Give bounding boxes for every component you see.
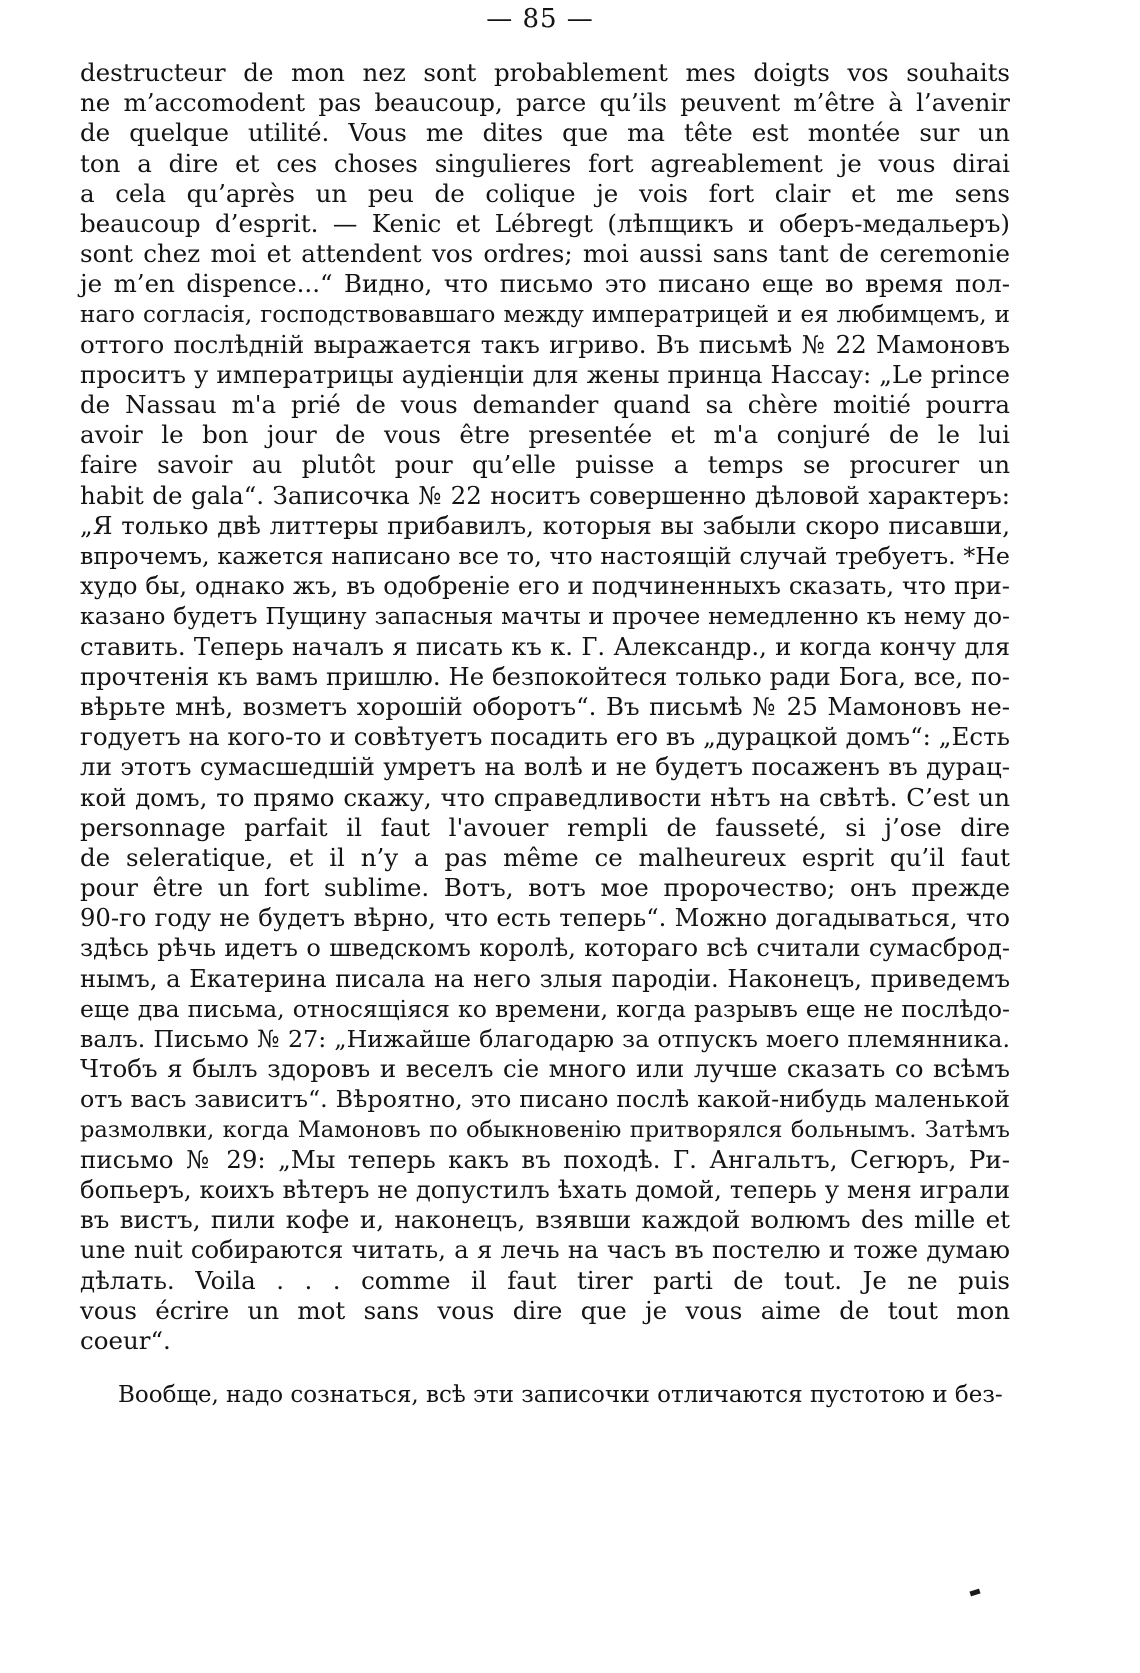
text-line: въ вистъ, пили кофе и, наконецъ, взявши каждой волюмъ des mille et: [80, 1205, 1010, 1235]
text-line: avoir le bon jour de vous être presentée et m'a conjuré de le lui: [80, 420, 1010, 450]
text-line: Чтобъ я былъ здоровъ и веселъ сіе много или лучше сказать со всѣмъ: [80, 1054, 1010, 1084]
text-line: ставить. Теперь началъ я писать къ к. Г. Александр., и когда кончу для: [80, 631, 1010, 661]
text-line: sont chez moi et attendent vos ordres; moi aussi sans tant de ceremonie: [80, 239, 1010, 269]
text-line: наго согласія, господствовавшаго между императрицей и ея любимцемъ, и: [80, 301, 1010, 328]
text-line: destructeur de mon nez sont probablement mes doigts vos souhaits: [80, 58, 1010, 87]
text-line: pour être un fort sublime. Вотъ, вотъ мое пророчество; онъ прежде: [80, 873, 1010, 903]
text-line: de seleratique, et il n’y a pas même ce malheureux esprit qu’il faut: [80, 842, 1010, 872]
text-line: de quelque utilité. Vous me dites que ma tête est montée sur un: [80, 118, 1010, 148]
text-line: habit de gala“. Записочка № 22 носитъ совершенно дѣловой характеръ:: [80, 480, 1010, 510]
text-line: ton a dire et ces choses singulieres fort agreablement je vous dirai: [80, 148, 1010, 178]
text-line: годуетъ на кого-то и совѣтуетъ посадить его въ „дурацкой домъ“: „Есть: [80, 722, 1010, 752]
text-line: отъ васъ зависитъ“. Вѣроятно, это писано послѣ какой-нибудь маленькой: [80, 1085, 1010, 1114]
text-line: еще два письма, относящіяся ко времени, когда разрывъ еще не послѣдо-: [80, 994, 1010, 1023]
print-mark: [969, 1589, 980, 1597]
text-line-last: coeur“.: [80, 1325, 171, 1355]
text-line: впрочемъ, кажется написано все то, что настоящій случай требуетъ. *Не: [80, 542, 1010, 570]
text-line: проситъ у императрицы аудіенціи для жены принца Нассау: „Le prince: [80, 359, 1010, 389]
text-line: казано будетъ Пущину запасныя мачты и прочее немедленно къ нему до-: [80, 602, 1010, 631]
text-line: дѣлать. Voila . . . comme il faut tirer parti de tout. Je ne puis: [80, 1265, 1010, 1295]
text-line: письмо № 29: „Мы теперь какъ въ походѣ. Г. Ангальтъ, Сегюръ, Ри-: [80, 1144, 1010, 1174]
text-line: faire savoir au plutôt pour qu’elle puisse a temps se procurer un: [80, 450, 1010, 480]
text-line: vous écrire un mot sans vous dire que je vous aime de tout mon: [80, 1295, 1010, 1325]
body-text: [80, 58, 1010, 1410]
text-line: ne m’accomodent pas beaucoup, parce qu’ils peuvent m’être à l’avenir: [80, 88, 1010, 118]
paragraph-2: [80, 1380, 1010, 1410]
text-line: Вообще, надо сознаться, всѣ эти записочки отличаются пустотою и без-: [118, 1382, 1003, 1409]
text-line: une nuit собираются читать, а я лечь на часъ въ постелю и тоже думаю: [80, 1235, 1010, 1265]
text-line: худо бы, однако жъ, въ одобреніе его и подчиненныхъ сказать, что при-: [80, 571, 1010, 601]
text-line: je m’en dispence...“ Видно, что письмо это писано еще во время пол-: [80, 269, 1010, 299]
text-line: оттого послѣдній выражается такъ игриво. Въ письмѣ № 22 Мамоновъ: [80, 329, 1010, 359]
paragraph-gap: [80, 1356, 1010, 1380]
page-number: — 85 —: [486, 4, 594, 34]
text-line: нымъ, а Екатерина писала на него злыя пародіи. Наконецъ, приведемъ: [80, 963, 1010, 993]
text-line: здѣсь рѣчь идетъ о шведскомъ королѣ, котораго всѣ считали сумасброд-: [80, 934, 1010, 963]
text-line: a cela qu’après un peu de colique je vois fort clair et me sens: [80, 178, 1010, 208]
text-line: beaucoup d’esprit. — Kenic et Lébregt (лѣпщикъ и оберъ-медальеръ): [80, 208, 1010, 238]
text-line: бопьеръ, коихъ вѣтеръ не допустилъ ѣхать домой, теперь у меня играли: [80, 1174, 1010, 1204]
text-line: 90-го году не будетъ вѣрно, что есть теперь“. Можно догадываться, что: [80, 903, 1010, 933]
text-line: de Nassau m'a prié de vous demander quand sa chère moitié pourra: [80, 390, 1010, 420]
text-line: кой домъ, то прямо скажу, что справедливости нѣтъ на свѣтѣ. C’est un: [80, 782, 1010, 812]
text-line: размолвки, когда Мамоновъ по обыкновенію притворялся больнымъ. Затѣмъ: [80, 1116, 1010, 1143]
text-line: вѣрьте мнѣ, возметъ хорошій оборотъ“. Въ письмѣ № 25 Мамоновъ не-: [80, 691, 1010, 721]
text-line: прочтенія къ вамъ пришлю. Не безпокойтеся только ради Бога, все, по-: [80, 661, 1010, 691]
text-line: personnage parfait il faut l'avouer rempli de fausseté, si j’ose dire: [80, 812, 1010, 842]
text-line: ли этотъ сумасшедшій умретъ на волѣ и не будетъ посаженъ въ дурац-: [80, 752, 1010, 782]
text-line: валъ. Письмо № 27: „Нижайше благодарю за отпускъ моего племянника.: [80, 1025, 1010, 1053]
text-line: „Я только двѣ литтеры прибавилъ, которыя вы забыли скоро писавши,: [80, 510, 1010, 540]
paragraph-1: [80, 58, 1010, 1356]
